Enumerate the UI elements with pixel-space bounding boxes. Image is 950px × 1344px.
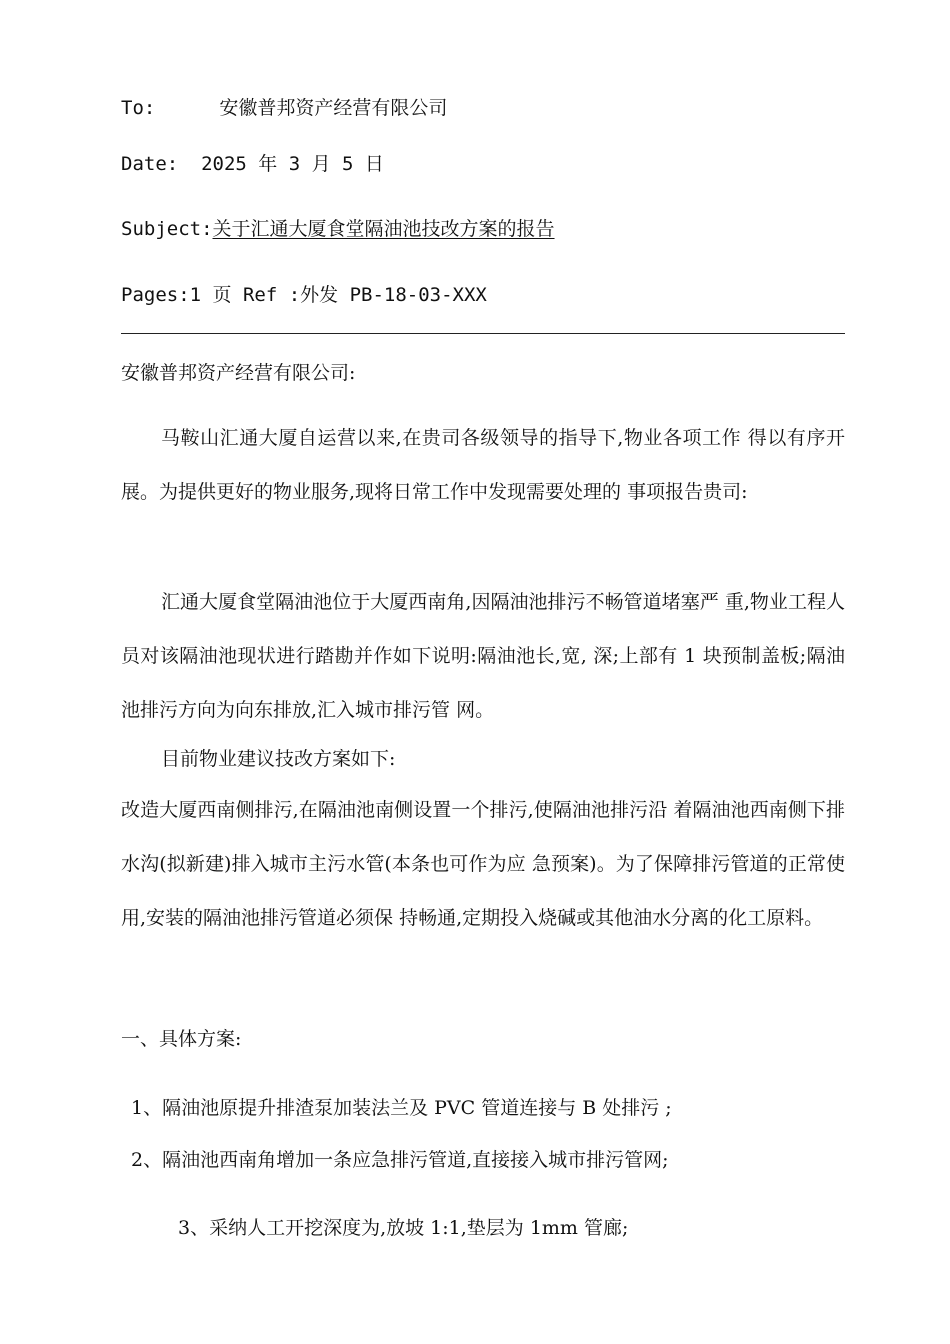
salutation: 安徽普邦资产经营有限公司: bbox=[121, 362, 356, 384]
plan-item-1: 1、隔油池原提升排渣泵加装法兰及 PVC 管道连接与 B 处排污 ; bbox=[131, 1097, 672, 1119]
subject-line bbox=[121, 217, 555, 241]
paragraph-intro: 马鞍山汇通大厦自运营以来,在贵司各级领导的指导下,物业各项工作 得以有序开展。为提供更好的物业服务,现将日常工作中发现需要处理的 事项报告贵司: bbox=[121, 427, 845, 503]
date-line bbox=[121, 152, 384, 176]
to-label: To: bbox=[121, 97, 156, 119]
date-value: 2025 年 3 月 5 日 bbox=[201, 153, 384, 175]
plan-item-2: 2、隔油池西南角增加一条应急排污管道,直接接入城市排污管网; bbox=[131, 1149, 669, 1171]
paragraph-proposal: 改造大厦西南侧排污,在隔油池南侧设置一个排污,使隔油池排污沿 着隔油池西南侧下排水沟(拟新建)排入城市主污水管(本条也可作为应 急预案)。为了保障排污管道的正常使用,安装的隔油池排污管道必须保 持畅通,定期投入烧碱或其他油水分离的化工原料。 bbox=[121, 799, 845, 929]
subject-label: Subject: bbox=[121, 218, 213, 240]
plan-item-3: 3、采纳人工开挖深度为,放坡 1:1,垫层为 1mm 管廊; bbox=[178, 1217, 629, 1239]
date-label: Date: bbox=[121, 153, 179, 175]
subject-value: 关于汇通大厦食堂隔油池技改方案的报告 bbox=[212, 218, 555, 240]
to-line bbox=[121, 96, 447, 120]
header-divider bbox=[121, 333, 845, 334]
paragraph-situation: 汇通大厦食堂隔油池位于大厦西南角,因隔油池排污不畅管道堵塞严 重,物业工程人员对该隔油池现状进行踏勘并作如下说明:隔油池长,宽, 深;上部有 1 块预制盖板;隔油池排污方向为向东排放,汇入城市排污管 网。 bbox=[121, 591, 845, 721]
section-title: 一、具体方案: bbox=[121, 1028, 242, 1050]
to-value: 安徽普邦资产经营有限公司 bbox=[219, 97, 448, 119]
paragraph-proposal-intro: 目前物业建议技改方案如下: bbox=[161, 748, 396, 770]
pages-ref-line: Pages:1 页 Ref :外发 PB-18-03-XXX bbox=[121, 284, 487, 306]
